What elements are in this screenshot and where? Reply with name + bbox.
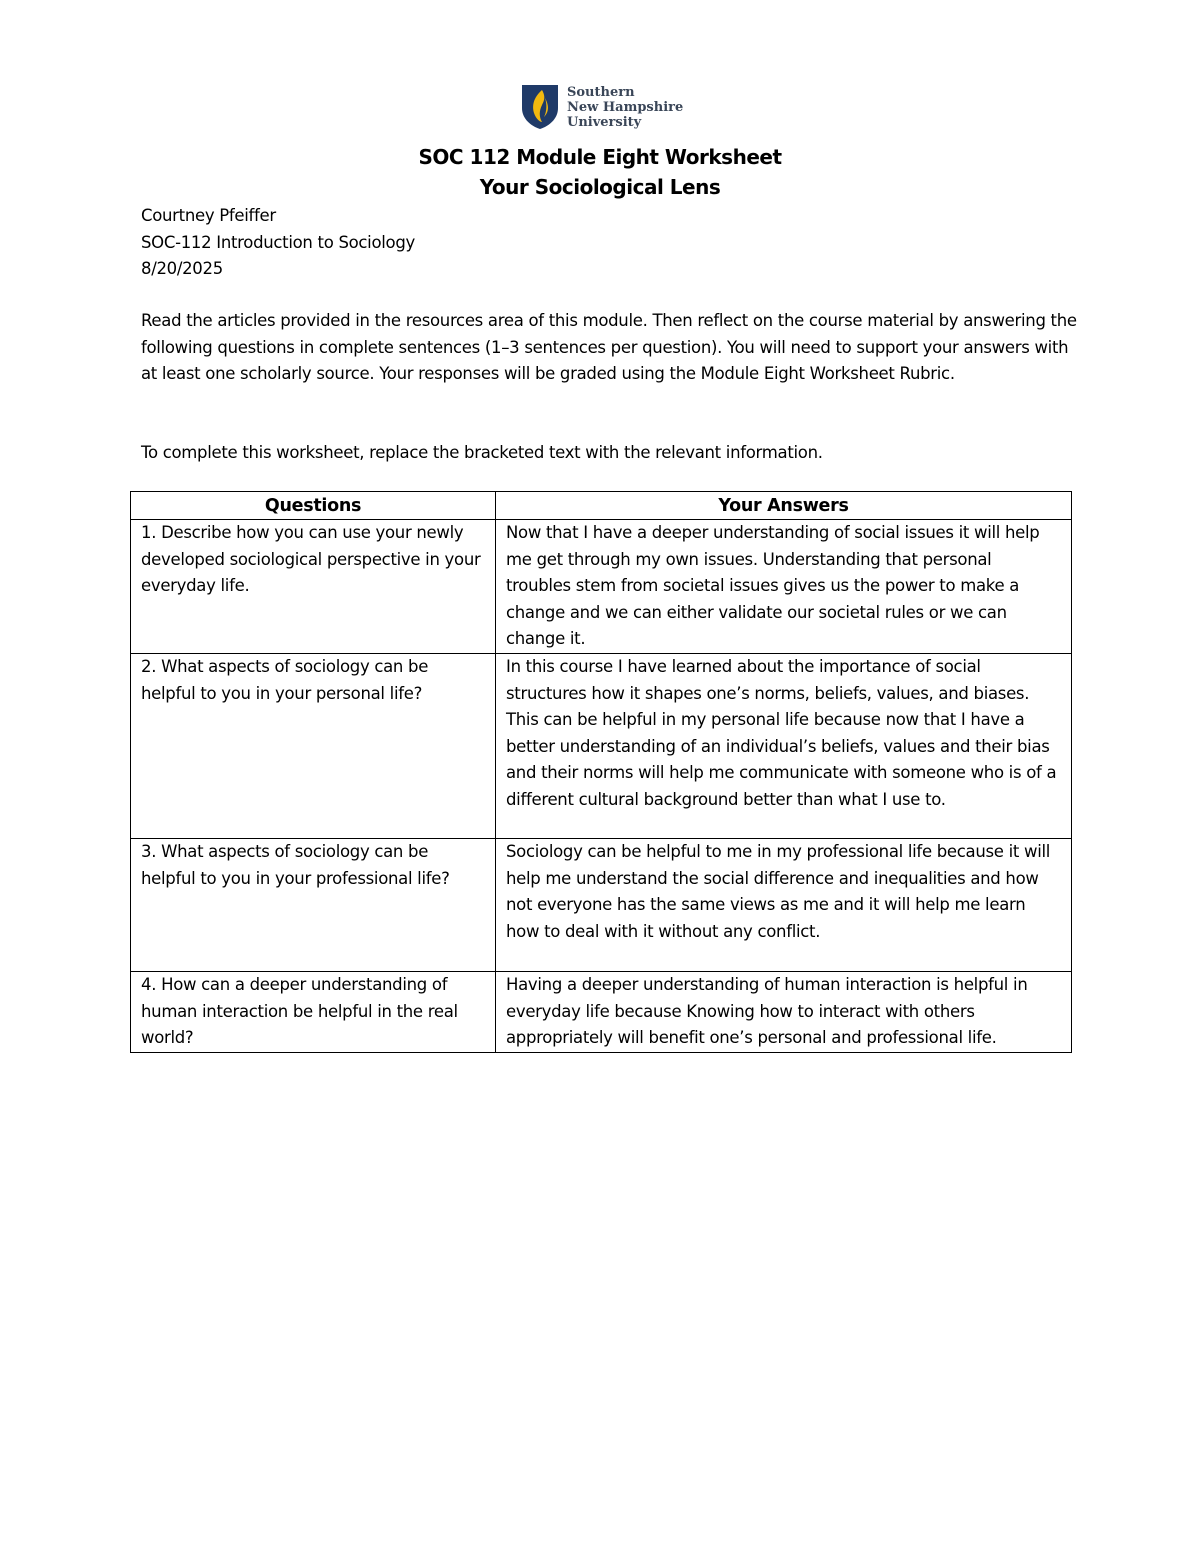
answers-header: Your Answers bbox=[496, 492, 1072, 520]
student-name: Courtney Pfeiffer bbox=[141, 206, 276, 225]
submission-date: 8/20/2025 bbox=[141, 259, 223, 278]
answer-cell[interactable]: Sociology can be helpful to me in my professional life because it will help me understand the social difference and inequalities and how not everyone has the same views as me and it will help me learn how to deal with it without any conflict. bbox=[496, 839, 1072, 972]
university-logo bbox=[521, 84, 683, 130]
completion-note: To complete this worksheet, replace the bracketed text with the relevant information. bbox=[141, 443, 823, 462]
question-cell: 1. Describe how you can use your newly developed sociological perspective in your everyday life. bbox=[131, 520, 496, 654]
worksheet-table bbox=[130, 491, 1072, 1053]
student-info bbox=[141, 203, 415, 283]
answer-cell[interactable]: In this course I have learned about the importance of social structures how it shapes one’s norms, beliefs, values, and biases. This can be helpful in my personal life because now that I have a better understanding of an individual’s beliefs, values and their bias and their norms will help me communicate with someone who is of a different cultural background better than what I use to. bbox=[496, 654, 1072, 839]
answer-cell[interactable]: Now that I have a deeper understanding of social issues it will help me get through my own issues. Understanding that personal troubles stem from societal issues gives us the power to make a change and we can either validate our societal rules or we can change it. bbox=[496, 520, 1072, 654]
question-cell: 2. What aspects of sociology can be helpful to you in your personal life? bbox=[131, 654, 496, 839]
instructions-paragraph: Read the articles provided in the resources area of this module. Then reflect on the course material by answering the following questions in complete sentences (1–3 sentences per question). You will need to support your answers with at least one scholarly source. Your responses will be graded using the Module Eight Worksheet Rubric. bbox=[141, 311, 1077, 383]
table-header-row bbox=[131, 492, 1072, 520]
table-row bbox=[131, 520, 1072, 654]
table-row bbox=[131, 972, 1072, 1053]
shield-flame-icon bbox=[521, 84, 559, 130]
question-cell: 3. What aspects of sociology can be helpful to you in your professional life? bbox=[131, 839, 496, 972]
logo-line-2: New Hampshire bbox=[567, 99, 684, 115]
logo-wordmark bbox=[567, 85, 683, 130]
table-row bbox=[131, 839, 1072, 972]
question-cell: 4. How can a deeper understanding of human interaction be helpful in the real world? bbox=[131, 972, 496, 1053]
table-row bbox=[131, 654, 1072, 839]
page-subtitle: Your Sociological Lens bbox=[479, 175, 721, 199]
course-name: SOC-112 Introduction to Sociology bbox=[141, 232, 415, 252]
logo-line-1: Southern bbox=[567, 84, 635, 100]
logo-line-3: University bbox=[567, 114, 642, 130]
questions-header: Questions bbox=[131, 492, 496, 520]
page-title: SOC 112 Module Eight Worksheet bbox=[418, 145, 782, 169]
answer-cell[interactable]: Having a deeper understanding of human interaction is helpful in everyday life because Knowing how to interact with others appropriately will benefit one’s personal and professional life. bbox=[496, 972, 1072, 1053]
